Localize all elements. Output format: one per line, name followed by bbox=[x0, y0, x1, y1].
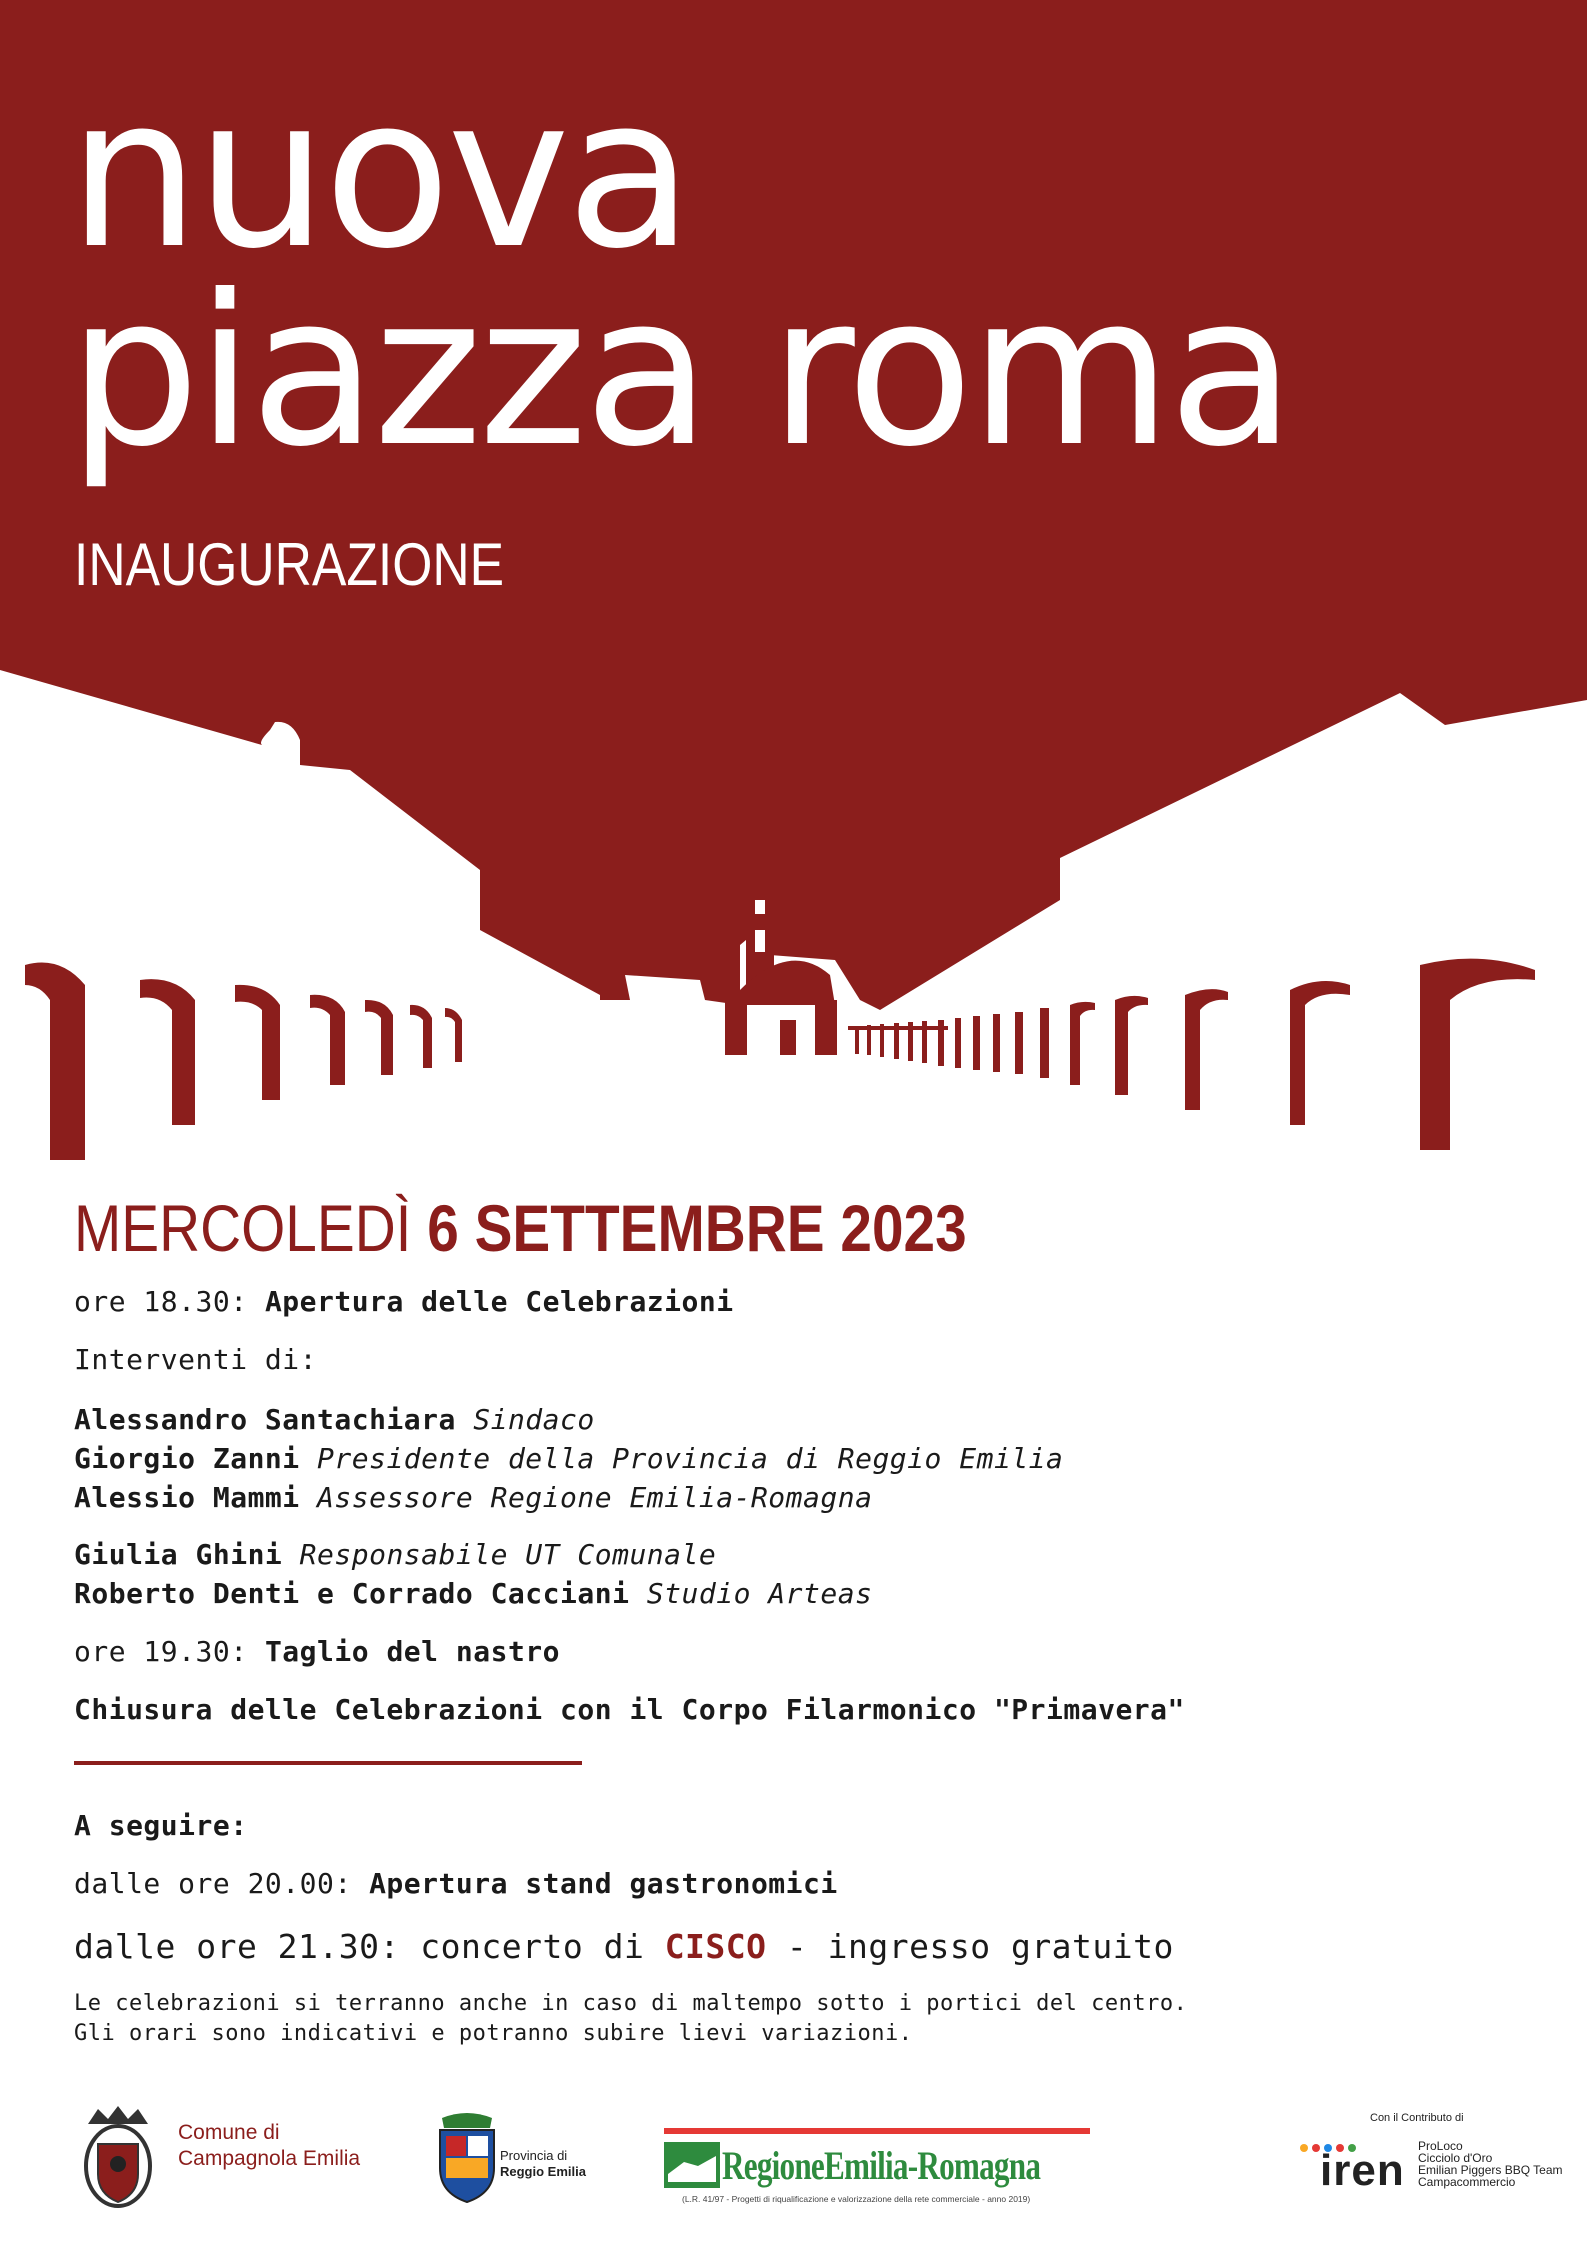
provincia-name bbox=[500, 2148, 586, 2180]
title-line-1: nuova bbox=[68, 53, 690, 295]
speaker-row bbox=[74, 1481, 872, 1514]
speaker-role: Presidente della Provincia di Reggio Emilia bbox=[317, 1442, 1064, 1475]
contrib-label: Con il Contributo di bbox=[1370, 2112, 1464, 2124]
comune-line-2: Campagnola Emilia bbox=[178, 2147, 361, 2170]
speaker-role: Studio Arteas bbox=[646, 1577, 873, 1610]
comune-name bbox=[178, 2120, 360, 2172]
date-weekday: MERCOLEDÌ bbox=[74, 1191, 412, 1265]
title-line-2: piazza roma bbox=[68, 251, 1292, 493]
left-arcade bbox=[25, 963, 462, 1161]
speaker-role: Assessore Regione Emilia-Romagna bbox=[317, 1481, 873, 1514]
stands-label: Apertura stand gastronomici bbox=[369, 1867, 838, 1900]
comune-line-1: Comune di bbox=[178, 2121, 280, 2144]
closing-label: Chiusura delle Celebrazioni con il Corpo Filarmonico "Primavera" bbox=[74, 1693, 1185, 1726]
iren-logo: iren bbox=[1320, 2146, 1405, 2195]
ribbon-line bbox=[74, 1635, 560, 1668]
ribbon-label: Taglio del nastro bbox=[264, 1635, 561, 1668]
regione-name: RegioneEmilia-Romagna bbox=[722, 2143, 1041, 2188]
opening-line bbox=[74, 1285, 734, 1318]
contributor: Emilian Piggers BBQ Team bbox=[1418, 2163, 1563, 2177]
event-date bbox=[74, 1191, 1312, 1265]
event-details bbox=[74, 1191, 1514, 2046]
concert-artist: CISCO bbox=[664, 1927, 767, 1966]
regione-note: (L.R. 41/97 - Progetti di riqualificazione e valorizzazione della rete commerciale - anno 2019) bbox=[682, 2194, 1031, 2204]
following-heading bbox=[74, 1809, 248, 1842]
concert-prefix: concerto di bbox=[420, 1927, 645, 1966]
provincia-line-2: Reggio Emilia bbox=[500, 2164, 586, 2179]
closing-line bbox=[74, 1693, 1185, 1726]
interventions-label: Interventi di: bbox=[74, 1343, 318, 1376]
speaker-role: Sindaco bbox=[473, 1403, 595, 1436]
speaker-name: Giulia Ghini bbox=[74, 1538, 283, 1571]
stands-line bbox=[74, 1867, 838, 1900]
ribbon-time: ore 19.30: bbox=[74, 1635, 248, 1668]
concert-time: dalle ore 21.30: bbox=[74, 1927, 400, 1966]
contributor: Campacommercio bbox=[1418, 2175, 1516, 2189]
opening-time: ore 18.30: bbox=[74, 1285, 248, 1318]
right-arcade bbox=[848, 959, 1535, 1150]
following-heading-text: A seguire: bbox=[74, 1809, 248, 1842]
note-times: Gli orari sono indicativi e potranno subire lievi variazioni. bbox=[74, 2021, 913, 2046]
comune-crest-icon bbox=[78, 2104, 158, 2214]
concert-line bbox=[74, 1927, 1174, 1966]
regione-map-icon bbox=[664, 2142, 720, 2188]
note-weather: Le celebrazioni si terranno anche in caso di maltempo sotto i portici del centro. bbox=[74, 1991, 1188, 2016]
date-main: 6 SETTEMBRE 2023 bbox=[427, 1191, 967, 1265]
speaker-name: Roberto Denti e Corrado Cacciani bbox=[74, 1577, 630, 1610]
speaker-name: Alessio Mammi bbox=[74, 1481, 300, 1514]
contributors-list bbox=[1418, 2140, 1563, 2188]
regione-red-bar bbox=[664, 2128, 1090, 2134]
subtitle: INAUGURAZIONE bbox=[74, 531, 505, 598]
speaker-role: Responsabile UT Comunale bbox=[299, 1538, 717, 1571]
sponsor-footer bbox=[0, 2090, 1587, 2230]
provincia-crest-icon bbox=[434, 2108, 500, 2204]
opening-label: Apertura delle Celebrazioni bbox=[264, 1285, 734, 1318]
speaker-row bbox=[74, 1442, 1063, 1475]
provincia-line-1: Provincia di bbox=[500, 2148, 568, 2163]
speaker-name: Giorgio Zanni bbox=[74, 1442, 300, 1475]
speaker-row bbox=[74, 1538, 716, 1571]
speaker-name: Alessandro Santachiara bbox=[74, 1403, 456, 1436]
section-divider bbox=[74, 1761, 582, 1765]
speaker-row bbox=[74, 1577, 872, 1610]
stands-time: dalle ore 20.00: bbox=[74, 1867, 352, 1900]
speaker-row bbox=[74, 1403, 595, 1436]
contributor: Cicciolo d'Oro bbox=[1418, 2151, 1493, 2165]
concert-suffix: - ingresso gratuito bbox=[786, 1927, 1174, 1966]
contributor: ProLoco bbox=[1418, 2139, 1463, 2153]
